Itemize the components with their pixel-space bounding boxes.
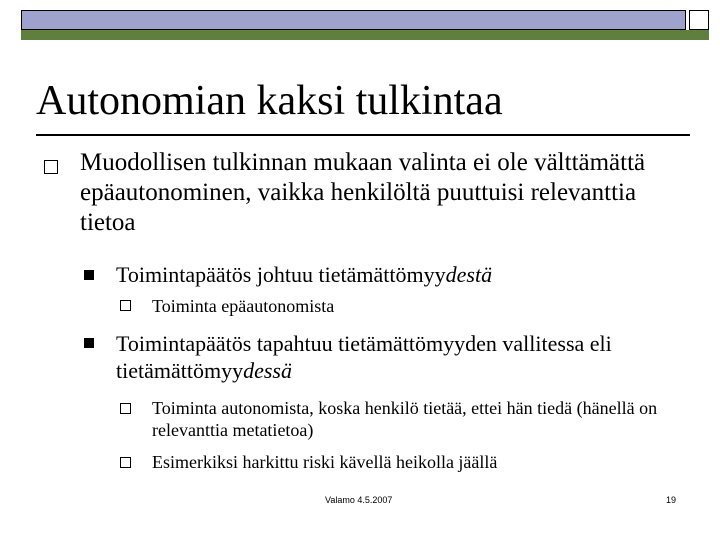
bullet-sub-1-emphasis: destä	[445, 262, 493, 287]
bullet-main: Muodollisen tulkinnan mukaan valinta ei ole välttämättä epäautonominen, vaikka henkilöltä puuttuisi relevanttia tietoa	[80, 149, 646, 236]
bullet-sub-2	[116, 330, 636, 384]
page-number: 19	[666, 495, 677, 505]
hollow-square-bullet-icon	[44, 160, 58, 174]
header-bar-blue	[21, 10, 686, 30]
bullet-sub-1-item-1: Toiminta epäautonomista	[152, 296, 335, 316]
header-square	[689, 10, 709, 30]
title-divider	[36, 134, 690, 136]
hollow-square-bullet-icon	[120, 457, 131, 468]
bullet-sub-2-item-2: Esimerkiksi harkittu riski kävellä heikolla jäällä	[152, 452, 498, 472]
bullet-sub-2-emphasis: dessä	[243, 358, 292, 383]
bullet-sub-1	[116, 261, 492, 288]
header-bar-green	[21, 30, 709, 40]
hollow-square-bullet-icon	[120, 403, 131, 414]
hollow-square-bullet-icon	[120, 300, 131, 311]
bullet-sub-1-text: Toimintapäätös johtuu tietämättömyy	[116, 262, 446, 287]
slide-title: Autonomian kaksi tulkintaa	[36, 78, 503, 124]
filled-square-bullet-icon	[84, 338, 94, 348]
footer-text: Valamo 4.5.2007	[325, 495, 393, 505]
filled-square-bullet-icon	[84, 270, 94, 280]
bullet-sub-2-text: Toimintapäätös tapahtuu tietämättömyyden vallitessa eli tietämättömyy	[116, 331, 612, 383]
bullet-sub-2-item-1: Toiminta autonomista, koska henkilö tietää, ettei hän tiedä (hänellä on relevanttia metatietoa)	[152, 398, 658, 440]
